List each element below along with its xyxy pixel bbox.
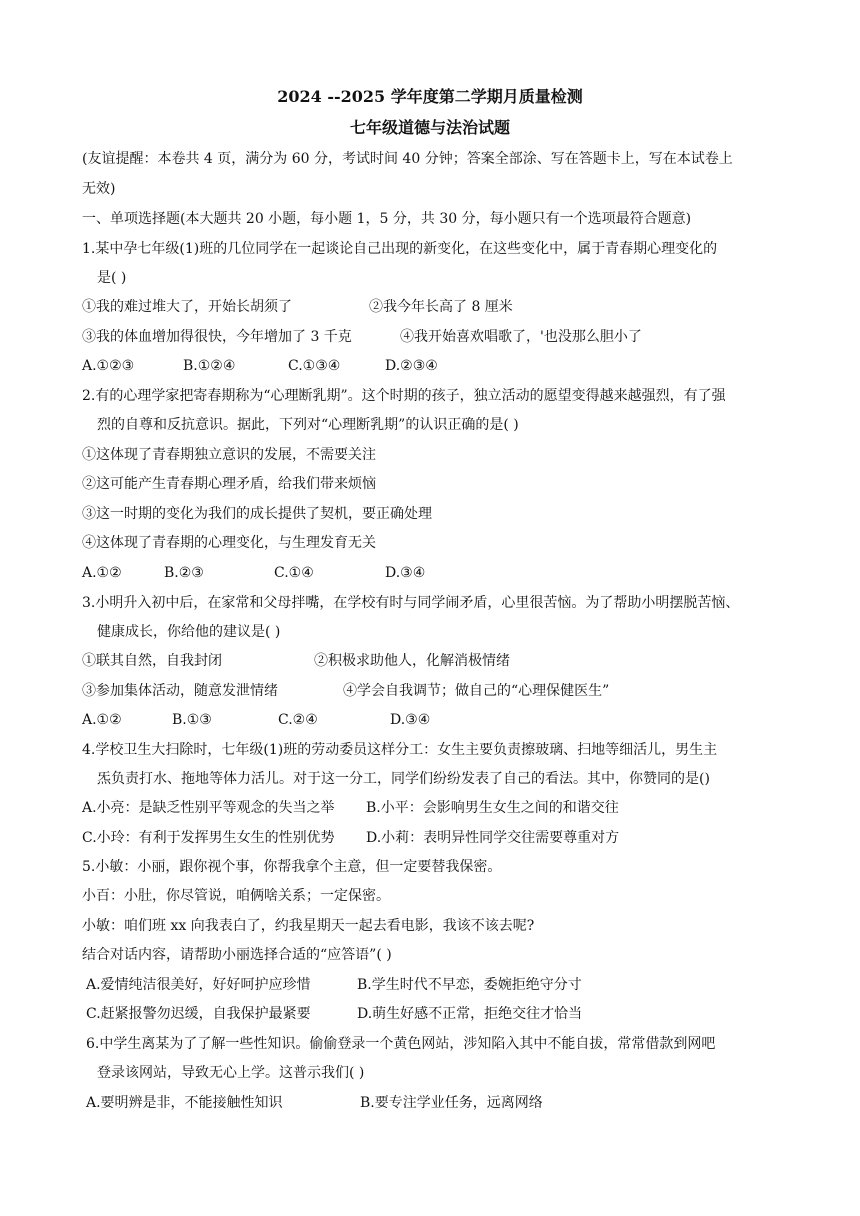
statement-item: ②积极求助他人，化解消极情绪 <box>314 653 510 669</box>
answer-option: D.小莉：表明异性同学交往需要尊重对方 <box>366 830 620 846</box>
answer-option: D.萌生好感不正常，拒绝交往才恰当 <box>357 1006 583 1022</box>
answer-option: B.①②④ <box>183 358 236 374</box>
question-stem: 健康成长，你给他的建议是( ) <box>97 624 281 640</box>
instruction-line: 无效) <box>82 181 116 197</box>
statement-item: ④这体现了青春期的心理变化，与生理发育无关 <box>82 535 376 551</box>
question-stem: 2.有的心理学家把寄春期称为“心理断乳期”。这个时期的孩子，独立活动的愿望变得越来越强烈，有了强 <box>82 388 726 404</box>
exam-title: 2024 --2025 学年度第二学期月质量检测 <box>277 87 583 106</box>
instruction-line: (友谊提醒：本卷共 4 页，满分为 60 分，考试时间 40 分钟；答案全部涂、写在答题卡上，写在本试卷上 <box>82 151 733 167</box>
statement-item: ①这体现了青春期独立意识的发展，不需要关注 <box>82 447 376 463</box>
answer-option: A.①② <box>82 712 122 728</box>
statement-item: ④我开始喜欢唱歌了，'也没那么胆小了 <box>400 329 642 345</box>
question-stem: 是( ) <box>97 270 127 286</box>
question-stem: 6.中学生离某为了了解一些性知识。偷偷登录一个黄色网站，涉知陷入其中不能自拔，常常借款到网吧 <box>86 1036 716 1052</box>
question-stem: 1.某中孕七年级(1)班的几位同学在一起谈论自己出现的新变化，在这些变化中，属于青春期心理变化的 <box>82 241 718 257</box>
answer-option: B.②③ <box>164 565 204 581</box>
answer-option: B.小平：会影响男生女生之间的和谐交往 <box>366 800 619 816</box>
answer-option: C.①④ <box>274 565 314 581</box>
statement-item: ②这可能产生青春期心理矛盾，给我们带来烦恼 <box>82 476 376 492</box>
answer-option: C.①③④ <box>288 358 341 374</box>
answer-option: A.①②③ <box>82 358 135 374</box>
statement-item: ②我今年长高了 8 厘米 <box>369 299 513 315</box>
answer-option: C.赶紧报警勿迟缓，自我保护最紧要 <box>86 1006 311 1022</box>
statement-item: ③我的体血增加得很快，今年增加了 3 千克 <box>82 329 352 345</box>
answer-option: C.②④ <box>278 712 318 728</box>
statement-item: ①我的难过堆大了，开始长胡须了 <box>82 299 292 315</box>
section-heading: 一、单项选择题(本大题共 20 小题，每小题 1，5 分，共 30 分，每小题只有一个选项最符合题意) <box>82 211 692 227</box>
answer-option: B.①③ <box>172 712 212 728</box>
statement-item: ④学会自我调节；做自己的“心理保健医生” <box>343 683 610 699</box>
dialogue-line: 小百：小肚，你尽管说，咱俩啥关系；一定保密。 <box>82 888 390 904</box>
answer-option: D.③④ <box>390 712 431 728</box>
answer-option: C.小玲：有利于发挥男生女生的性别优势 <box>82 830 335 846</box>
answer-option: B.学生时代不早恋，委婉拒绝守分寸 <box>357 977 582 993</box>
answer-option: D.②③④ <box>385 358 438 374</box>
answer-option: B.要专注学业任务，远离网络 <box>360 1095 543 1111</box>
answer-option: A.爱情纯洁很美好，好好呵护应珍惜 <box>86 977 311 993</box>
answer-option: A.要明辨是非，不能接触性知识 <box>86 1095 283 1111</box>
statement-item: ③参加集体活动，随意发泄情绪 <box>82 683 278 699</box>
answer-option: D.③④ <box>385 565 426 581</box>
question-stem: 登录该网站，导致无心上学。这普示我们( ) <box>97 1065 365 1081</box>
answer-option: A.①② <box>82 565 122 581</box>
question-stem: 结合对话内容，请帮助小丽选择合适的“应答语”( ) <box>82 947 392 963</box>
statement-item: ③这一时期的变化为我们的成长提供了契机，要正确处理 <box>82 506 432 522</box>
question-stem: 3.小明升入初中后，在家常和父母拌嘴，在学校有时与同学闹矛盾，心里很苦恼。为了帮助小明摆脱苦恼、 <box>82 595 740 611</box>
statement-item: ①联其自然，自我封闭 <box>82 653 222 669</box>
dialogue-line: 小敏：咱们班 xx 向我表白了，约我星期天一起去看电影，我该不该去呢? <box>82 918 535 934</box>
question-stem: 烈的自尊和反抗意识。据此，下列对“心理断乳期”的认识正确的是( ) <box>97 417 519 433</box>
question-stem: 炁负责打水、拖地等体力活儿。对于这一分工，同学们纷纷发表了自己的看法。其中，你赞同的是() <box>97 771 710 787</box>
question-stem: 5.小敏：小丽，跟你视个事，你帮我拿个主意，但一定要替我保密。 <box>82 859 502 875</box>
answer-option: A.小亮：是缺乏性别平等观念的失当之举 <box>82 800 335 816</box>
question-stem: 4.学校卫生大扫除时，七年级(1)班的劳动委员这样分工：女生主要负责擦玻璃、扫地等细活儿，男生主 <box>82 742 718 758</box>
exam-subtitle: 七年级道德与法治试题 <box>349 118 510 137</box>
